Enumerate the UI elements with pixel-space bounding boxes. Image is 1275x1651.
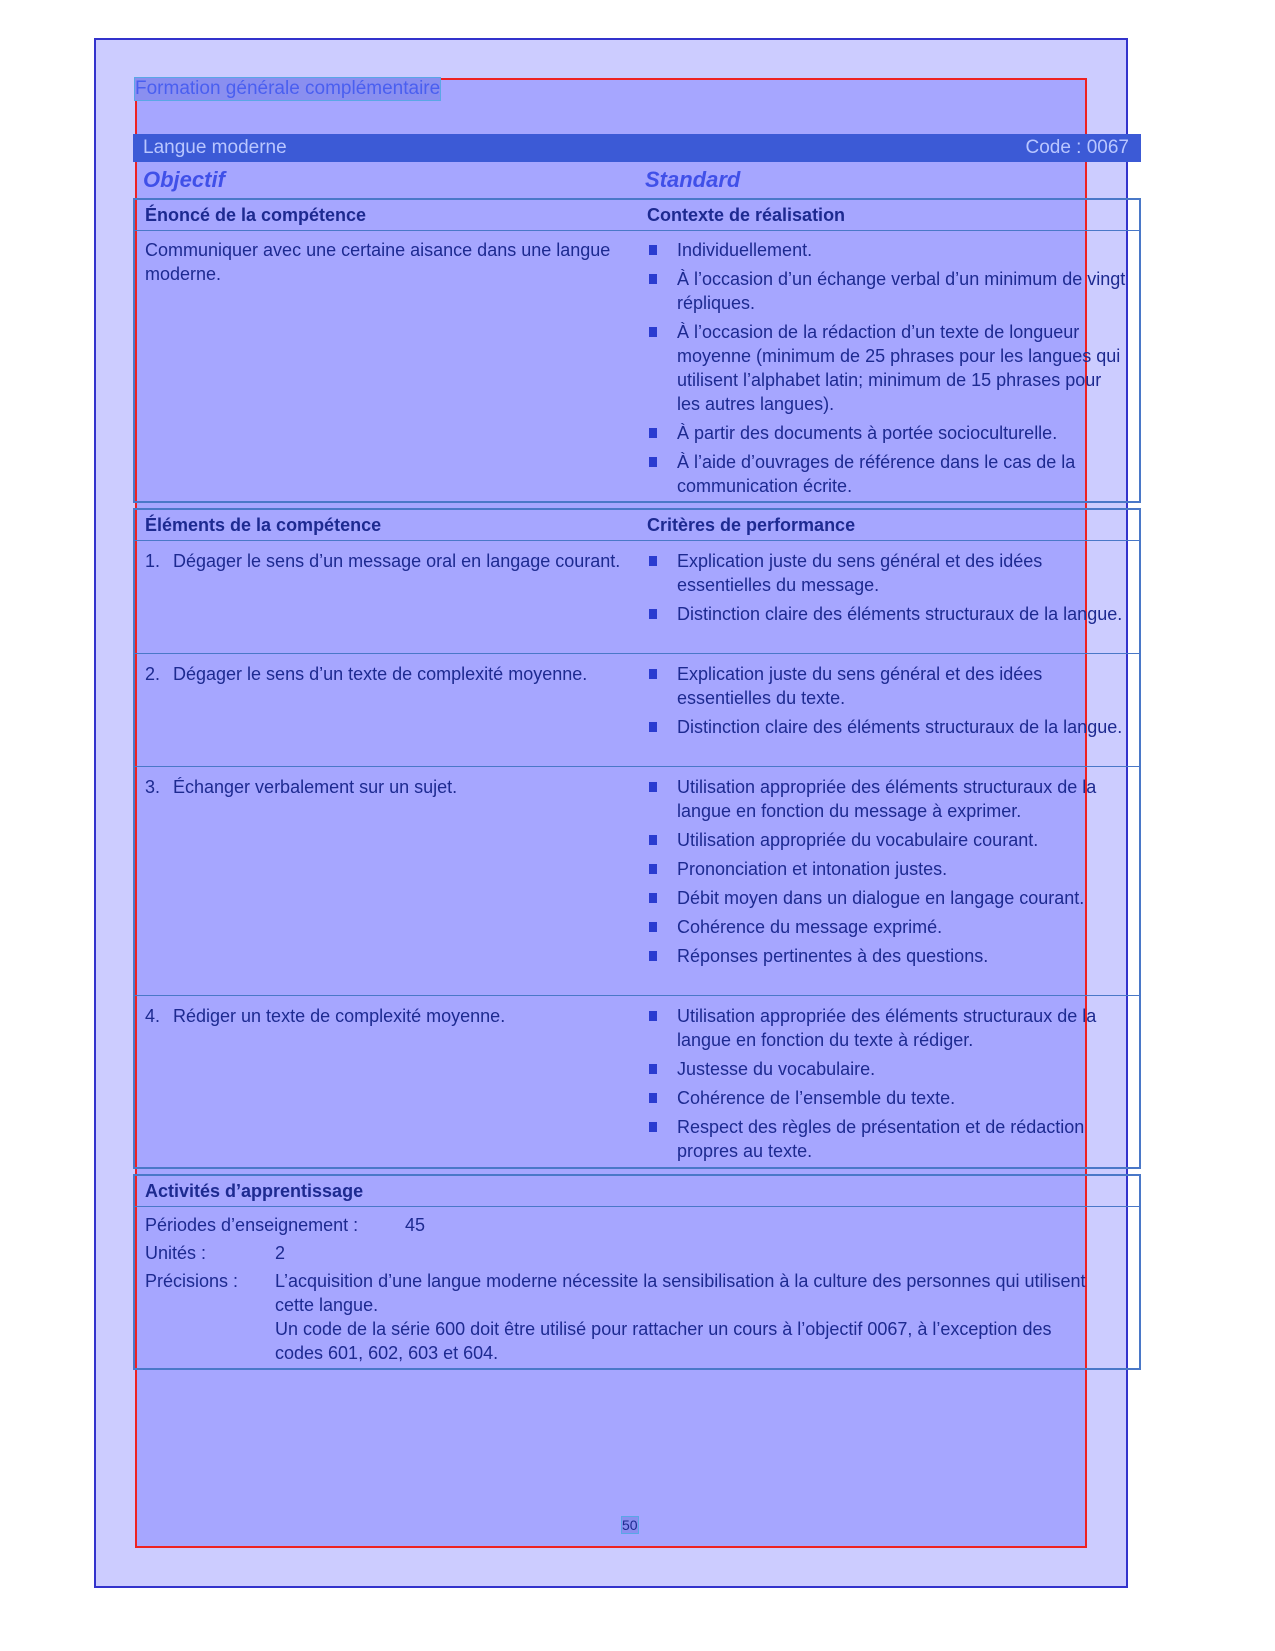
list-item: Utilisation appropriée des éléments structuraux de la langue en fonction du message à exprimer. [647, 775, 1127, 823]
bullet-icon [649, 428, 657, 438]
table-row [135, 654, 1139, 767]
subject-bar [133, 134, 1141, 162]
bullet-icon [649, 951, 657, 961]
elements-title: Éléments de la compétence [145, 515, 382, 535]
bullet-icon [649, 1064, 657, 1074]
bullet-icon [649, 609, 657, 619]
objectif-heading: Objectif [143, 167, 225, 192]
table-row [135, 541, 1139, 654]
list-item: Distinction claire des éléments structuraux de la langue. [647, 602, 1127, 626]
element-text: Rédiger un texte de complexité moyenne. [173, 1006, 506, 1026]
criteres-list [647, 1004, 1127, 1168]
bullet-icon [649, 457, 657, 467]
element-number: 2. [145, 664, 161, 684]
bullet-icon [649, 782, 657, 792]
bullet-icon [649, 835, 657, 845]
list-item: Utilisation appropriée des éléments structuraux de la langue en fonction du texte à rédiger. [647, 1004, 1127, 1052]
bullet-icon [649, 722, 657, 732]
list-item: Prononciation et intonation justes. [647, 857, 1127, 881]
precisions-label: Précisions : [145, 1271, 239, 1291]
code-label: Code : 0067 [1025, 137, 1129, 158]
activites-title: Activités d’apprentissage [145, 1181, 364, 1201]
precisions-text-2: Un code de la série 600 doit être utilisé pour rattacher un cours à l’objectif 0067, à l’exception des codes 601, 602, 603 et 604. [275, 1319, 1052, 1363]
competence-section [133, 198, 1141, 503]
list-item: Débit moyen dans un dialogue en langage courant. [647, 886, 1127, 910]
contexte-title: Contexte de réalisation [647, 205, 846, 225]
list-item: À l’occasion d’un échange verbal d’un minimum de vingt répliques. [647, 267, 1127, 315]
bullet-icon [649, 864, 657, 874]
criteres-list [647, 775, 1127, 973]
criteres-title: Critères de performance [647, 515, 856, 535]
element-number: 3. [145, 777, 161, 797]
bullet-icon [649, 669, 657, 679]
subject-label: Langue moderne [143, 137, 287, 158]
list-item: À l’occasion de la rédaction d’un texte de longueur moyenne (minimum de 25 phrases pour les langues qui utilisent l’alphabet latin; minimum de 15 phrases pour les autres langues). [647, 320, 1127, 416]
bullet-icon [649, 556, 657, 566]
bullet-icon [649, 922, 657, 932]
page-number: 50 [622, 1517, 638, 1533]
bullet-icon [649, 1011, 657, 1021]
list-item: À l’aide d’ouvrages de référence dans le cas de la communication écrite. [647, 450, 1127, 498]
periodes-label: Périodes d’enseignement : [145, 1215, 359, 1235]
bullet-icon [649, 893, 657, 903]
list-item: Explication juste du sens général et des idées essentielles du texte. [647, 662, 1127, 710]
standard-heading: Standard [645, 167, 741, 192]
unites-value: 2 [275, 1243, 286, 1263]
list-item: Réponses pertinentes à des questions. [647, 944, 1127, 968]
elements-section [133, 508, 1141, 1169]
list-item: Cohérence de l’ensemble du texte. [647, 1086, 1127, 1110]
bullet-icon [649, 327, 657, 337]
criteres-list [647, 662, 1127, 744]
list-item: Distinction claire des éléments structuraux de la langue. [647, 715, 1127, 739]
list-item: Explication juste du sens général et des idées essentielles du message. [647, 549, 1127, 597]
list-item: Individuellement. [647, 238, 1127, 262]
contexte-list [647, 238, 1127, 503]
table-row [135, 767, 1139, 996]
bullet-icon [649, 1093, 657, 1103]
list-item: Respect des règles de présentation et de rédaction propres au texte. [647, 1115, 1127, 1163]
precisions-text-1: L’acquisition d’une langue moderne nécessite la sensibilisation à la culture des personnes qui utilisent cette langue. [275, 1271, 1086, 1315]
list-item: Cohérence du message exprimé. [647, 915, 1127, 939]
activites-section [133, 1174, 1141, 1370]
program-title: Formation générale complémentaire [135, 78, 441, 99]
list-item: À partir des documents à portée socioculturelle. [647, 421, 1127, 445]
element-number: 4. [145, 1006, 161, 1026]
bullet-icon [649, 245, 657, 255]
enonce-title: Énoncé de la compétence [145, 205, 367, 225]
periodes-value: 45 [405, 1215, 426, 1235]
criteres-list [647, 549, 1127, 631]
enonce-text: Communiquer avec une certaine aisance dans une langue moderne. [145, 240, 611, 284]
bullet-icon [649, 274, 657, 284]
element-text: Échanger verbalement sur un sujet. [173, 777, 458, 797]
list-item: Justesse du vocabulaire. [647, 1057, 1127, 1081]
list-item: Utilisation appropriée du vocabulaire courant. [647, 828, 1127, 852]
table-row [135, 996, 1139, 1166]
bullet-icon [649, 1122, 657, 1132]
unites-label: Unités : [145, 1243, 207, 1263]
element-number: 1. [145, 551, 161, 571]
element-text: Dégager le sens d’un texte de complexité moyenne. [173, 664, 588, 684]
element-text: Dégager le sens d’un message oral en langage courant. [173, 551, 621, 571]
